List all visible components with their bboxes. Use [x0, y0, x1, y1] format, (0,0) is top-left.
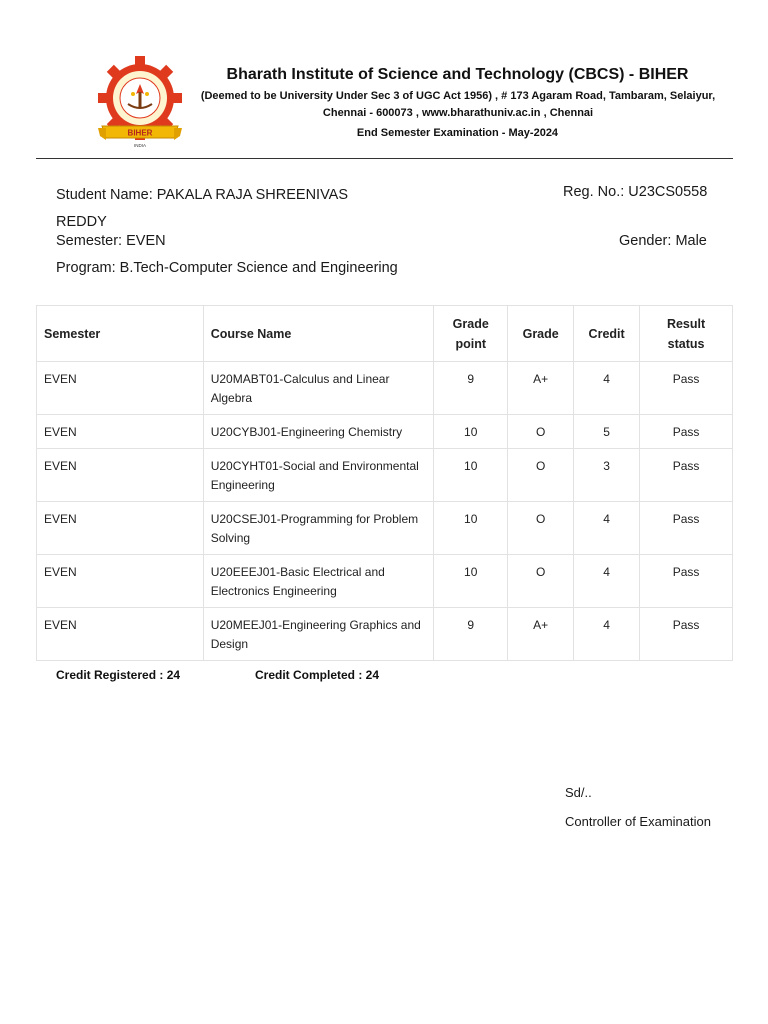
course-line2: Electronics Engineering: [210, 584, 337, 598]
cell-grade: O: [508, 555, 574, 608]
cell-course-name: [203, 415, 434, 449]
header-grade-point-line1: Grade: [452, 316, 489, 331]
cell-credit: 4: [574, 362, 640, 415]
program: [56, 258, 398, 278]
student-name: [56, 182, 386, 236]
cell-grade: A+: [508, 608, 574, 661]
course-line1: U20MEEJ01-Engineering Graphics and: [210, 618, 421, 632]
cell-semester: EVEN: [37, 502, 204, 555]
results-table: [36, 305, 733, 661]
cell-semester: EVEN: [37, 608, 204, 661]
table-row: [37, 449, 733, 502]
course-line1: U20EEEJ01-Basic Electrical and: [210, 565, 385, 579]
course-line2: Solving: [210, 531, 251, 545]
header-grade-point-line2: point: [455, 336, 486, 351]
cell-course-name: [203, 502, 434, 555]
document-header: [0, 0, 768, 160]
header-grade-point: [434, 306, 508, 362]
gender: [619, 231, 707, 251]
student-name-value-line2: REDDY: [56, 214, 107, 230]
address-line-1: (Deemed to be University Under Sec 3 of UGC Act 1956) , # 173 Agaram Road, Tambaram, Selaiyur,: [200, 90, 716, 102]
header-credit: Credit: [574, 306, 640, 362]
semester: [56, 231, 166, 251]
cell-result: Pass: [640, 362, 733, 415]
exam-title: End Semester Examination - May-2024: [356, 127, 559, 139]
table-row: [37, 415, 733, 449]
table-row: [37, 555, 733, 608]
credit-registered: Credit Registered : 24: [56, 668, 181, 682]
institution-name: Bharath Institute of Science and Technology (CBCS) - BIHER: [226, 66, 689, 83]
cell-result: Pass: [640, 608, 733, 661]
student-name-label: Student Name:: [56, 187, 153, 203]
course-line2: Engineering: [210, 478, 275, 492]
address-line-2: Chennai - 600073 , www.bharathuniv.ac.in , Chennai: [322, 107, 594, 119]
semester-label: Semester:: [56, 233, 123, 249]
course-line2: Design: [210, 637, 249, 651]
student-name-value: PAKALA RAJA SHREENIVAS: [156, 187, 349, 203]
svg-text:BIHER: BIHER: [127, 128, 153, 138]
cell-grade: O: [508, 449, 574, 502]
svg-text:INDIA: INDIA: [133, 143, 147, 148]
semester-value: EVEN: [126, 233, 166, 249]
cell-credit: 4: [574, 555, 640, 608]
cell-result: Pass: [640, 449, 733, 502]
table-header-row: [37, 306, 733, 362]
registration-number: [563, 182, 707, 202]
signature-title: Controller of Examination: [565, 814, 711, 829]
cell-credit: 5: [574, 415, 640, 449]
cell-result: Pass: [640, 415, 733, 449]
course-line1: U20MABT01-Calculus and Linear: [210, 372, 390, 386]
cell-result: Pass: [640, 502, 733, 555]
table-row: [37, 608, 733, 661]
header-result-status: Result status: [640, 306, 733, 362]
cell-grade-point: 9: [434, 608, 508, 661]
course-line2: Algebra: [210, 391, 253, 405]
table-row: [37, 362, 733, 415]
cell-credit: 4: [574, 502, 640, 555]
cell-course-name: [203, 555, 434, 608]
institution-address: [198, 88, 718, 122]
cell-grade-point: 10: [434, 502, 508, 555]
cell-grade-point: 10: [434, 415, 508, 449]
header-grade: Grade: [508, 306, 574, 362]
cell-credit: 3: [574, 449, 640, 502]
cell-grade-point: 9: [434, 362, 508, 415]
gender-value: Male: [675, 233, 707, 249]
cell-course-name: [203, 449, 434, 502]
credit-completed: Credit Completed : 24: [255, 668, 380, 682]
cell-semester: EVEN: [37, 415, 204, 449]
header-semester: Semester: [37, 306, 204, 362]
cell-credit: 4: [574, 608, 640, 661]
course-line1: U20CSEJ01-Programming for Problem: [210, 512, 419, 526]
cell-grade: O: [508, 415, 574, 449]
cell-course-name: [203, 362, 434, 415]
cell-result: Pass: [640, 555, 733, 608]
program-value: B.Tech-Computer Science and Engineering: [119, 260, 398, 276]
reg-no-value: U23CS0558: [628, 184, 708, 200]
signature-sd: Sd/..: [565, 785, 592, 800]
program-label: Program:: [56, 260, 116, 276]
reg-no-label: Reg. No.:: [563, 184, 625, 200]
header-divider: [36, 158, 733, 159]
header-course-name: Course Name: [203, 306, 434, 362]
cell-grade: A+: [508, 362, 574, 415]
table-row: [37, 502, 733, 555]
university-seal-logo: [96, 56, 184, 152]
cell-semester: EVEN: [37, 449, 204, 502]
cell-course-name: [203, 608, 434, 661]
cell-grade: O: [508, 502, 574, 555]
course-line1: U20CYHT01-Social and Environmental: [210, 459, 419, 473]
cell-semester: EVEN: [37, 555, 204, 608]
cell-semester: EVEN: [37, 362, 204, 415]
gender-label: Gender:: [619, 233, 672, 249]
cell-grade-point: 10: [434, 449, 508, 502]
cell-grade-point: 10: [434, 555, 508, 608]
course-line1: U20CYBJ01-Engineering Chemistry: [210, 425, 403, 439]
